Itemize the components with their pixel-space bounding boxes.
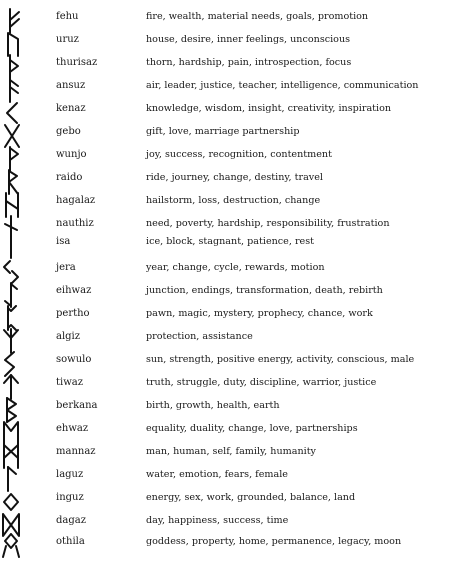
rune-name: fehu — [56, 11, 79, 22]
rune-name: kenaz — [56, 103, 86, 114]
rune-meaning: pawn, magic, mystery, prophecy, chance, work — [146, 308, 373, 319]
rune-row-isa — [0, 233, 453, 255]
rune-meaning: knowledge, wisdom, insight, creativity, inspiration — [146, 103, 392, 114]
rune-name: nauthiz — [56, 218, 94, 229]
rune-name: jera — [56, 262, 76, 273]
rune-name: thurisaz — [56, 57, 98, 68]
rune-meaning: sun, strength, positive energy, activity, conscious, male — [146, 354, 415, 365]
rune-row-thurisaz — [0, 54, 453, 76]
rune-row-raido — [0, 169, 453, 191]
isa-rune-icon — [0, 233, 36, 259]
rune-row-kenaz — [0, 100, 453, 122]
rune-meaning: birth, growth, health, earth — [146, 400, 280, 411]
rune-meaning: year, change, cycle, rewards, motion — [146, 262, 325, 273]
rune-meaning: energy, sex, work, grounded, balance, land — [146, 492, 356, 503]
rune-meaning: air, leader, justice, teacher, intelligence, communication — [146, 80, 419, 91]
rune-row-ansuz — [0, 77, 453, 99]
rune-meaning: day, happiness, success, time — [146, 515, 289, 526]
rune-row-pertho — [0, 305, 453, 327]
rune-name: eihwaz — [56, 285, 92, 296]
rune-name: inguz — [56, 492, 84, 503]
rune-row-wunjo — [0, 146, 453, 168]
rune-row-sowulo — [0, 351, 453, 373]
rune-row-inguz — [0, 489, 453, 511]
rune-row-othila — [0, 533, 453, 555]
rune-name: gebo — [56, 126, 81, 137]
rune-row-fehu — [0, 8, 453, 30]
rune-row-eihwaz — [0, 282, 453, 304]
rune-name: ehwaz — [56, 423, 89, 434]
rune-meaning: ride, journey, change, destiny, travel — [146, 172, 323, 183]
rune-row-gebo — [0, 123, 453, 145]
rune-meaning: house, desire, inner feelings, unconscious — [146, 34, 351, 45]
rune-name: hagalaz — [56, 195, 96, 206]
rune-name: uruz — [56, 34, 79, 45]
rune-meaning: ice, block, stagnant, patience, rest — [146, 236, 314, 247]
rune-name: berkana — [56, 400, 98, 411]
rune-meaning: junction, endings, transformation, death, rebirth — [146, 285, 383, 296]
rune-meaning: gift, love, marriage partnership — [146, 126, 300, 137]
rune-row-laguz — [0, 466, 453, 488]
rune-meaning: equality, duality, change, love, partnerships — [146, 423, 358, 434]
rune-row-dagaz — [0, 512, 453, 534]
rune-row-jera — [0, 259, 453, 281]
rune-meaning: joy, success, recognition, contentment — [146, 149, 332, 160]
rune-meaning: water, emotion, fears, female — [146, 469, 288, 480]
rune-name: laguz — [56, 469, 84, 480]
rune-name: dagaz — [56, 515, 86, 526]
rune-name: othila — [56, 536, 85, 547]
rune-meaning: truth, struggle, duty, discipline, warrior, justice — [146, 377, 377, 388]
rune-row-berkana — [0, 397, 453, 419]
othila-rune-icon — [0, 533, 36, 559]
rune-row-hagalaz — [0, 192, 453, 214]
rune-meaning: hailstorm, loss, destruction, change — [146, 195, 321, 206]
rune-meaning: fire, wealth, material needs, goals, promotion — [146, 11, 369, 22]
rune-meaning: thorn, hardship, pain, introspection, focus — [146, 57, 352, 68]
rune-meaning: man, human, self, family, humanity — [146, 446, 316, 457]
rune-name: isa — [56, 236, 71, 247]
rune-meaning: goddess, property, home, permanence, legacy, moon — [146, 536, 402, 547]
rune-row-tiwaz — [0, 374, 453, 396]
rune-row-algiz — [0, 328, 453, 350]
rune-name: sowulo — [56, 354, 92, 365]
rune-name: wunjo — [56, 149, 87, 160]
rune-name: mannaz — [56, 446, 96, 457]
rune-name: pertho — [56, 308, 90, 319]
rune-meaning: need, poverty, hardship, responsibility, frustration — [146, 218, 390, 229]
rune-meaning: protection, assistance — [146, 331, 253, 342]
rune-row-uruz — [0, 31, 453, 53]
rune-row-ehwaz — [0, 420, 453, 442]
rune-name: ansuz — [56, 80, 86, 91]
rune-name: tiwaz — [56, 377, 84, 388]
rune-row-mannaz — [0, 443, 453, 465]
rune-name: algiz — [56, 331, 81, 342]
rune-name: raido — [56, 172, 83, 183]
